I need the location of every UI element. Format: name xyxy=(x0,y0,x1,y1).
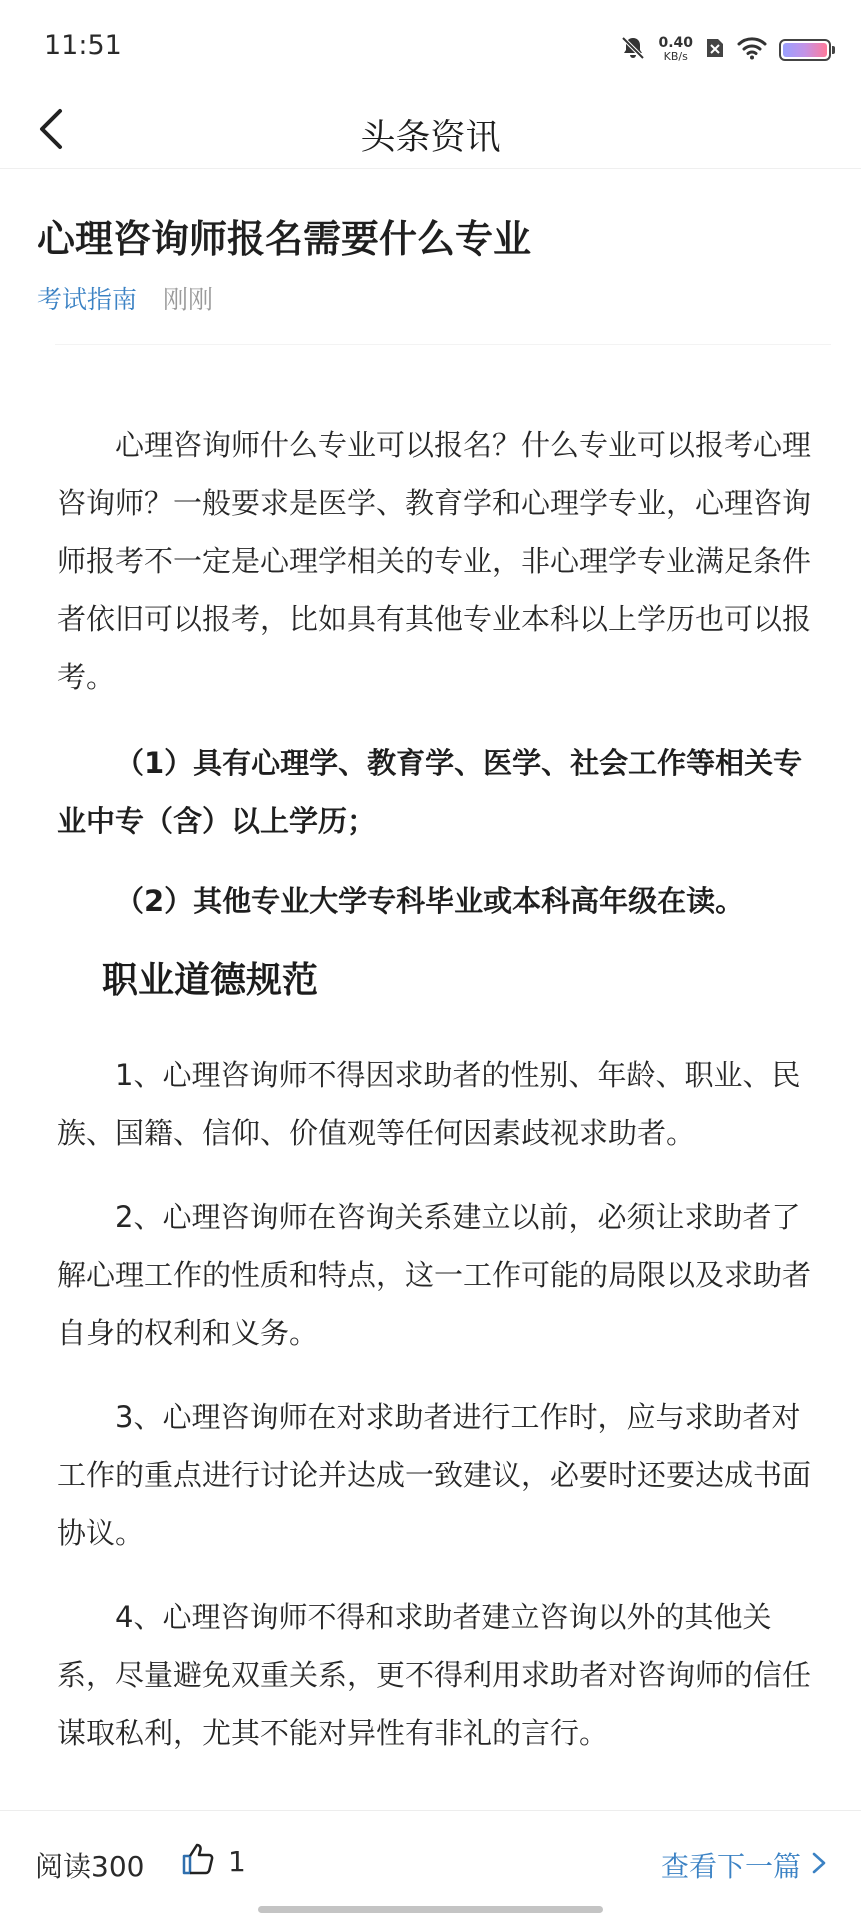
page-title: 头条资讯 xyxy=(360,118,501,158)
status-icons xyxy=(620,34,831,66)
read-count: 阅读300 xyxy=(35,1850,145,1883)
ethics-item: 3、心理咨询师在对求助者进行工作时，应与求助者对工作的重点进行讨论并达成一致建议，必要时还要达成书面协议。 xyxy=(57,1400,812,1550)
chevron-right-icon xyxy=(811,1849,827,1882)
requirement-item: （1）具有心理学、教育学、医学、社会工作等相关专业中专（含）以上学历； xyxy=(57,746,803,838)
like-button[interactable] xyxy=(180,1841,246,1881)
divider xyxy=(55,344,831,345)
network-speed-unit: KB/s xyxy=(663,50,688,63)
next-article-link[interactable] xyxy=(661,1845,827,1885)
ethics-item: 2、心理咨询师在咨询关系建立以前，必须让求助者了解心理工作的性质和特点，这一工作可能的局限以及求助者自身的权利和义务。 xyxy=(57,1200,812,1350)
intro-paragraph: 心理咨询师什么专业可以报名？什么专业可以报考心理咨询师？一般要求是医学、教育学和心理学专业，心理咨询师报考不一定是心理学相关的专业，非心理学专业满足条件者依旧可以报考，比如具有其他专业本科以上学历也可以报考。 xyxy=(57,428,812,694)
next-article-label: 查看下一篇 xyxy=(660,1850,801,1883)
battery-level xyxy=(783,43,827,57)
like-count: 1 xyxy=(228,1844,246,1878)
status-bar xyxy=(0,0,861,100)
article-meta xyxy=(37,280,213,316)
status-time: 11:51 xyxy=(44,30,122,61)
article-category[interactable]: 考试指南 xyxy=(37,285,138,314)
article-title: 心理咨询师报名需要什么专业 xyxy=(37,217,532,261)
network-speed-value: 0.40 xyxy=(658,35,693,51)
no-sim-icon xyxy=(705,37,725,63)
home-indicator[interactable] xyxy=(258,1906,603,1913)
network-speed xyxy=(658,37,693,63)
bell-muted-icon xyxy=(620,35,646,65)
thumbs-up-icon xyxy=(180,1841,216,1881)
battery-icon xyxy=(779,39,831,61)
article-body xyxy=(57,416,821,1788)
wifi-icon xyxy=(737,36,767,64)
bottom-bar xyxy=(0,1811,861,1920)
top-nav-bar xyxy=(0,100,861,169)
article-time: 刚刚 xyxy=(163,285,214,314)
section-heading: 职业道德规范 xyxy=(102,960,319,1001)
ethics-item: 1、心理咨询师不得因求助者的性别、年龄、职业、民族、国籍、信仰、价值观等任何因素歧视求助者。 xyxy=(57,1058,801,1150)
ethics-item: 4、心理咨询师不得和求助者建立咨询以外的其他关系，尽量避免双重关系，更不得利用求助者对咨询师的信任谋取私利，尤其不能对异性有非礼的言行。 xyxy=(57,1600,812,1750)
requirement-item: （2）其他专业大学专科毕业或本科高年级在读。 xyxy=(115,884,745,918)
